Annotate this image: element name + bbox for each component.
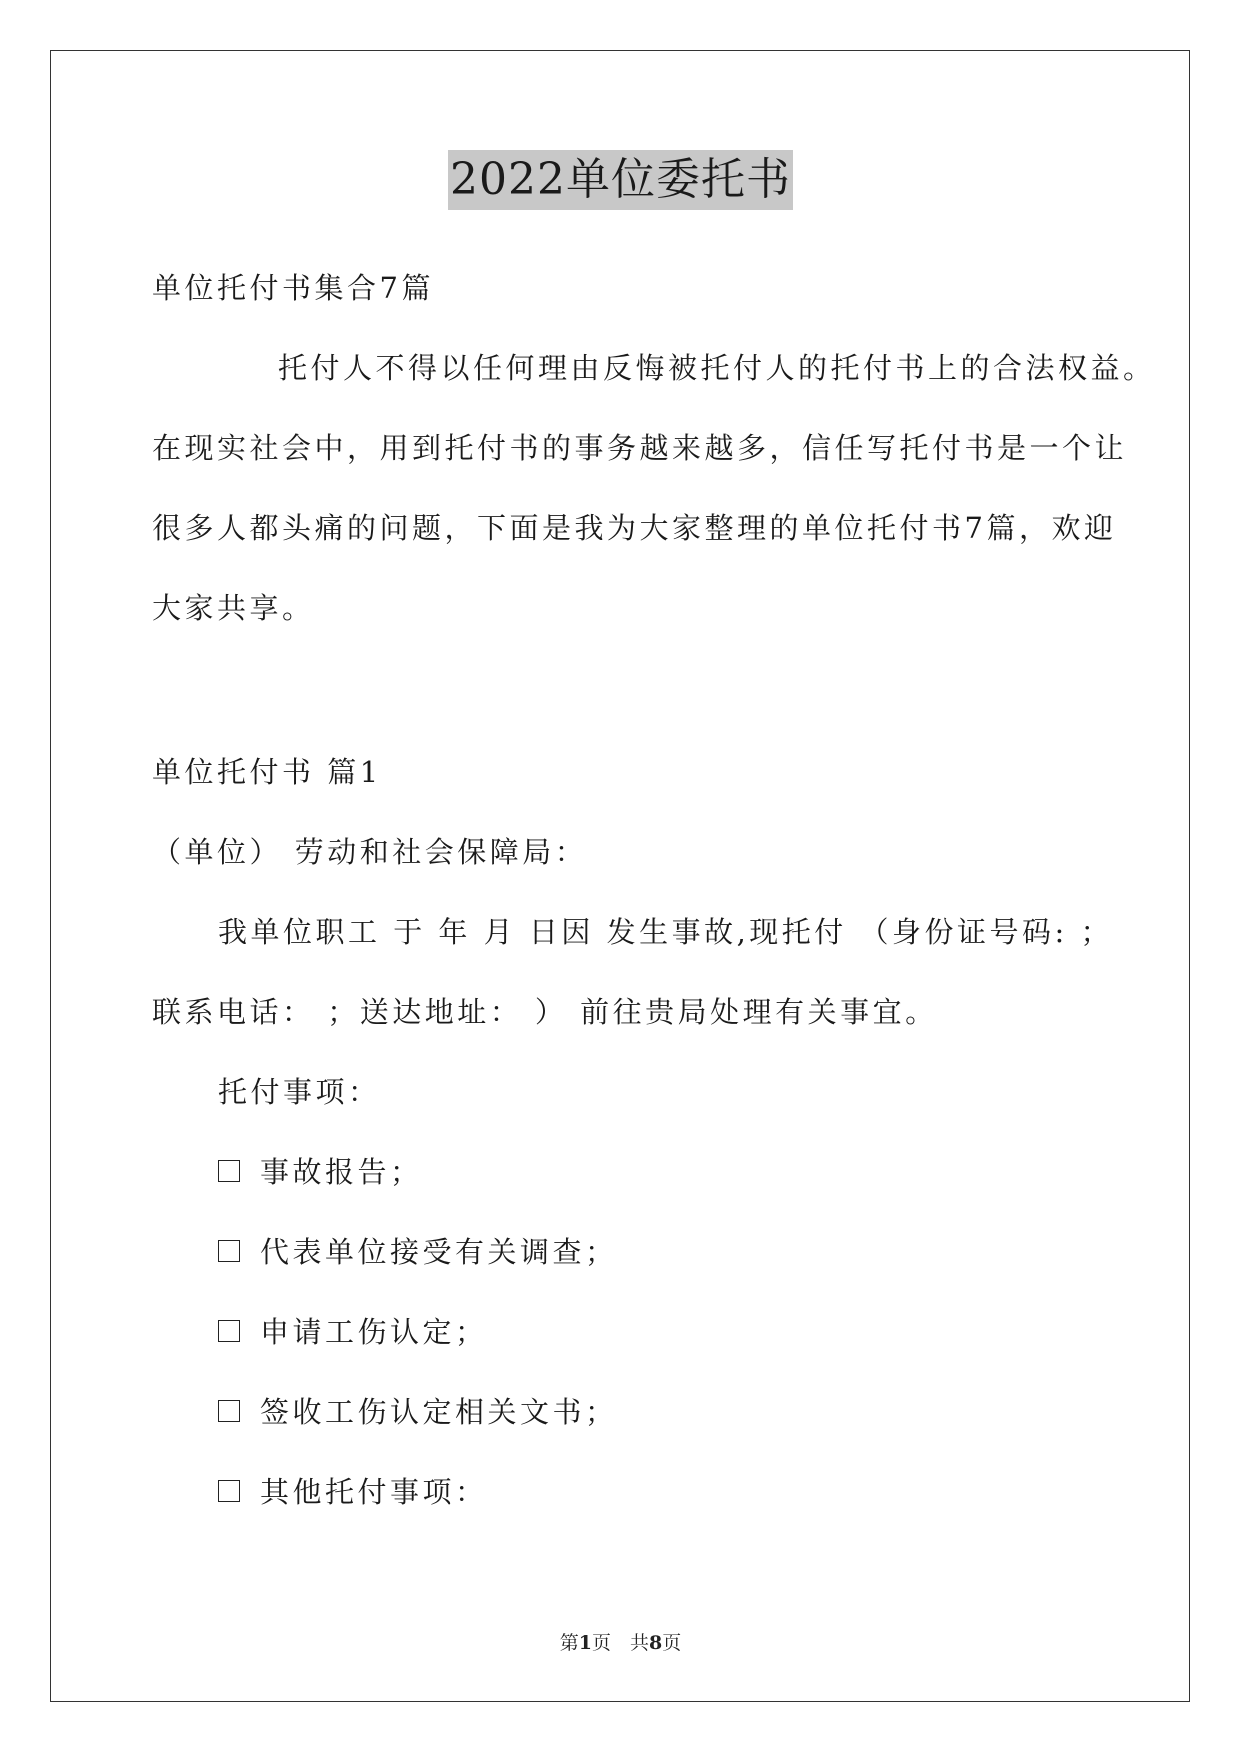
- checkbox-icon[interactable]: [218, 1240, 240, 1262]
- document-title: 2022单位委托书: [448, 150, 793, 210]
- checklist-item: [218, 1472, 488, 1512]
- footer-middle: 页 共: [591, 1632, 649, 1654]
- checkbox-icon[interactable]: [218, 1320, 240, 1342]
- checkbox-icon[interactable]: [218, 1400, 240, 1422]
- title-wrap: [0, 150, 1241, 210]
- checklist-item: [218, 1232, 618, 1272]
- checklist-item-label: 申请工伤认定；: [260, 1315, 488, 1349]
- intro-line-1: 托付人不得以任何理由反悔被托付人的托付书上的合法权益。: [278, 351, 1156, 385]
- footer-prefix: 第: [559, 1632, 579, 1654]
- footer-suffix: 页: [662, 1632, 682, 1654]
- checklist-item-label: 代表单位接受有关调查；: [260, 1235, 618, 1269]
- section1-addressee: （单位） 劳动和社会保障局：: [152, 835, 588, 869]
- footer-page-number: 1: [578, 1632, 592, 1654]
- section1-items-label: 托付事项：: [218, 1075, 381, 1109]
- page-footer: [0, 1628, 1241, 1655]
- intro-line-4: 大家共享。: [152, 591, 315, 625]
- section1-heading: 单位托付书 篇1: [152, 755, 382, 789]
- checkbox-icon[interactable]: [218, 1160, 240, 1182]
- checklist-item-label: 签收工伤认定相关文书；: [260, 1395, 618, 1429]
- checklist-item: [218, 1312, 488, 1352]
- intro-line-2: 在现实社会中，用到托付书的事务越来越多，信任写托付书是一个让: [152, 431, 1128, 465]
- checklist-item-label: 事故报告；: [260, 1155, 423, 1189]
- section1-body-line-1: 我单位职工 于 年 月 日因 发生事故,现托付 （身份证号码: ；: [218, 915, 1114, 949]
- checklist-item: [218, 1152, 423, 1192]
- checklist-item-label: 其他托付事项：: [260, 1475, 488, 1509]
- intro-line-3: 很多人都头痛的问题，下面是我为大家整理的单位托付书7篇，欢迎: [152, 511, 1117, 545]
- footer-total-pages: 8: [649, 1632, 663, 1654]
- checkbox-icon[interactable]: [218, 1480, 240, 1502]
- section1-body-line-2: 联系电话： ；送达地址： ） 前往贵局处理有关事宜。: [152, 995, 938, 1029]
- checklist-item: [218, 1392, 618, 1432]
- document-subtitle: 单位托付书集合7篇: [152, 271, 434, 305]
